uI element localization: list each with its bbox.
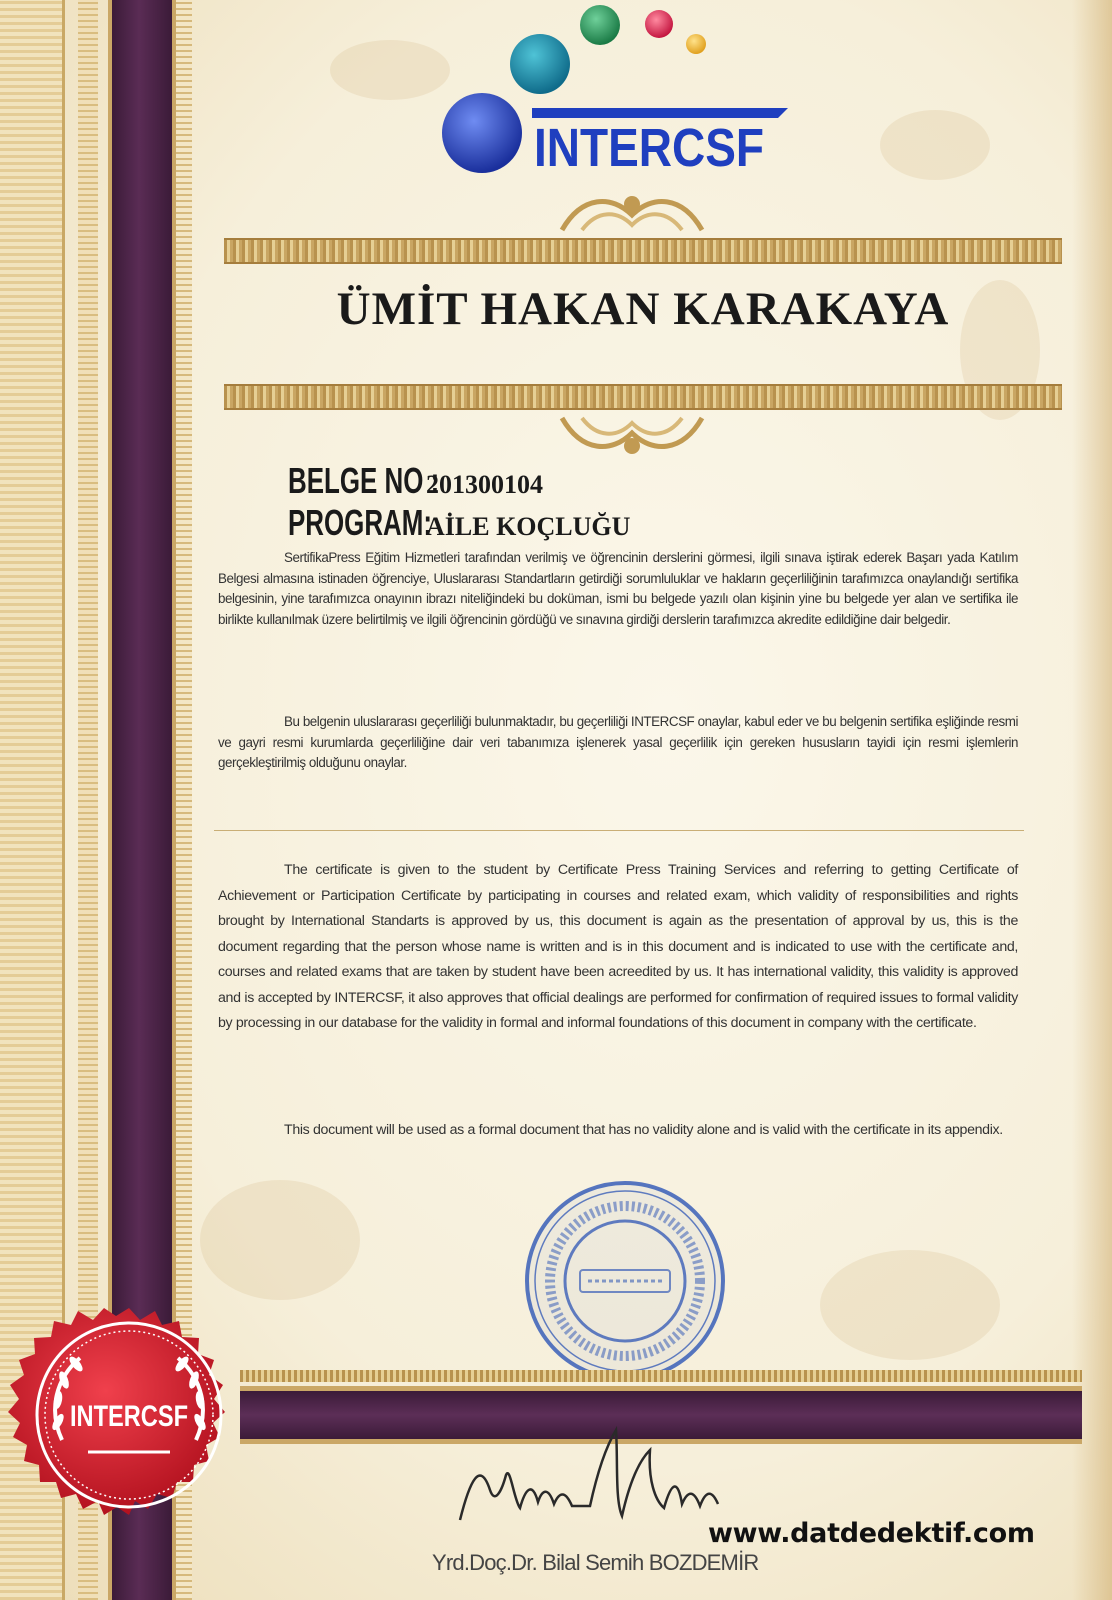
signer-name: Yrd.Doç.Dr. Bilal Semih BOZDEMİR <box>432 1550 759 1575</box>
logo-wordmark: INTERCSF <box>534 118 764 178</box>
lower-gold-band <box>224 384 1062 410</box>
body-en-paragraph-1: The certificate is given to the student by Certificate Press Training Services and referring to getting Certificate of Achievement or Participation Certificate by participating in courses and related exam, which validity of responsibilities and rights brought by International Standarts is approved by us, this document is again as the presentation of approval by us, this is the document regarding that the person whose name is written and is in this document and is indicated to use with the certificate and, courses and related exams that are taken by student have been acreedited by us. It has international validity, this validity is approved and is accepted by INTERCSF, it also approves that official dealings are performed for confirmation of required issues to formal validity by processing in our database for the validity in formal and informal foundations of this document in company with the certificate. <box>218 862 1018 1031</box>
program-label: PROGRAM: <box>288 502 432 543</box>
top-scroll-ornament <box>552 190 712 240</box>
program-row <box>288 502 630 542</box>
body-tr-paragraph-1: SertifikaPress Eğitim Hizmetleri tarafından verilmiş ve öğrencinin derslerini görmesi, ilgili sınava iştirak ederek Başarı yada Katılım Belgesi almasına istinaden öğrenciye, Uluslararası Standartların getirdiği sorumluluklar ve hakların geçerliliğinin tarafımızca onaylandığı sertifika belgesinin, yine tarafımızca onayının ibrazı niteliğindeki bu doküman, ismi bu belgede yazılı olan kişinin yine bu belgede yer alan ve sertifika ile birlikte kullanılmak üzere belirtilmiş ve ilgili öğrencinin gördüğü ve sınavına girdiği derslerin tarafımızca akredite edildiğine dair belgedir. <box>218 550 1018 627</box>
paper-stain <box>200 1180 360 1300</box>
body-en-paragraph-2: This document will be used as a formal document that has no validity alone and is valid with the certificate in its appendix. <box>284 1122 1003 1138</box>
paper-stain <box>330 40 450 100</box>
official-blue-stamp <box>522 1178 728 1384</box>
program-value: AİLE KOÇLUĞU <box>426 512 631 541</box>
right-worn-edge <box>1072 0 1112 1600</box>
website-watermark: www.datdedektif.com <box>708 1518 1035 1549</box>
middle-scroll-ornament <box>552 408 712 458</box>
bottom-gold-band <box>240 1370 1082 1382</box>
document-no-value: 201300104 <box>426 470 543 499</box>
upper-gold-band <box>224 238 1062 264</box>
document-no-label: BELGE NO : <box>288 460 440 501</box>
paper-stain <box>880 110 990 180</box>
paper-stain <box>820 1250 1000 1360</box>
red-intercsf-seal <box>0 1290 250 1540</box>
recipient-name: ÜMİT HAKAN KARAKAYA <box>336 283 950 335</box>
seal-text: INTERCSF <box>70 1400 188 1433</box>
document-no-row <box>288 460 543 500</box>
section-separator <box>214 830 1024 831</box>
intercsf-logo <box>440 0 800 180</box>
body-tr-paragraph-2: Bu belgenin uluslararası geçerliliği bulunmaktadır, bu geçerliliği INTERCSF onaylar, kabul eder ve bu belgenin sertifika eşliğinde resmi ve gayri resmi kurumlarda geçerliliğine dair veri tabanımıza işlenerek yasal geçerlilik için gereken hususların tayidi için resmi işlemlerin gerçekleştirilmiş olduğunu onaylar. <box>218 714 1018 771</box>
